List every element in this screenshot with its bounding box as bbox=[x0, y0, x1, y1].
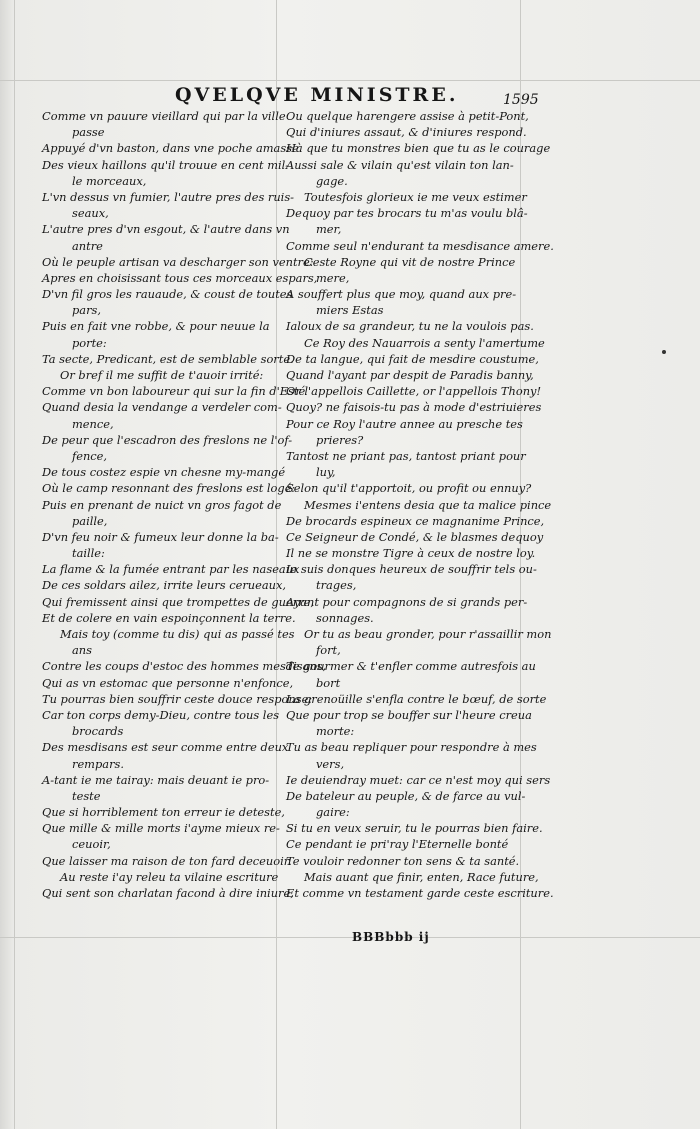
verse-line: Tu as beau repliquer pour respondre à mes bbox=[286, 740, 537, 755]
verse-line: D'vn feu noir & fumeux leur donne la ba- bbox=[42, 529, 279, 544]
verse-line: Quand l'ayant par despit de Paradis banny, bbox=[286, 368, 534, 382]
verse-line: rempars. bbox=[72, 756, 124, 771]
verse-line: pars, bbox=[72, 303, 101, 318]
verse-line: Or tu as beau gronder, pour r'assaillir mon bbox=[304, 627, 552, 641]
verse-line: Comme vn pauure vieillard qui par la ville bbox=[42, 109, 286, 123]
verse-line: Ce Seigneur de Condé, & le blasmes dequoy bbox=[286, 529, 544, 544]
verse-line: Toutesfois glorieux ie me veux estimer bbox=[304, 189, 527, 204]
verse-line: fort, bbox=[316, 643, 341, 658]
verse-line: sonnages. bbox=[316, 610, 374, 625]
verse-line: La grenoüille s'enfla contre le bœuf, de sorte bbox=[286, 691, 547, 706]
verse-line: Ayant pour compagnons de si grands per- bbox=[286, 594, 528, 609]
verse-line: Ou quelque harengere assise à petit-Pont, bbox=[286, 109, 529, 123]
page-number: 1595 bbox=[503, 92, 539, 108]
verse-line: passe bbox=[72, 125, 105, 140]
verse-line: Comme vn bon laboureur qui sur la fin d'Esté bbox=[42, 384, 306, 399]
verse-line: Or l'appellois Caillette, or l'appellois Thony! bbox=[286, 384, 542, 399]
verse-line: Ta secte, Predicant, est de semblable sorte. bbox=[42, 351, 294, 366]
verse-line: morte: bbox=[316, 724, 355, 739]
verse-line: Et de colere en vain espoinçonnent la terre. bbox=[42, 610, 296, 625]
verse-line: mere, bbox=[316, 270, 350, 285]
verse-line: luy, bbox=[316, 465, 336, 480]
verse-line: fence, bbox=[72, 448, 108, 463]
verse-line: gaire: bbox=[316, 805, 350, 820]
verse-line: Il ne se monstre Tigre à ceux de nostre loy. bbox=[286, 546, 536, 561]
verse-line: Qui as vn estomac que personne n'enfonce, bbox=[42, 675, 294, 690]
verse-line: Car ton corps demy-Dieu, contre tous les bbox=[42, 707, 280, 722]
right-verse-column bbox=[286, 108, 554, 901]
verse-line: Aussi sale & vilain qu'est vilain ton lan- bbox=[286, 157, 514, 172]
scan-fold-line bbox=[14, 0, 15, 1129]
verse-line: De ta langue, qui fait de mesdire coustume, bbox=[286, 351, 539, 366]
verse-line: De peur que l'escadron des freslons ne l'of- bbox=[42, 432, 293, 447]
verse-line: prieres? bbox=[316, 432, 364, 447]
verse-line: ans bbox=[72, 643, 92, 658]
verse-line: brocards bbox=[72, 724, 124, 739]
ink-spot bbox=[662, 350, 666, 354]
verse-line: mence, bbox=[72, 416, 114, 431]
verse-line: Appuyé d'vn baston, dans vne poche amasse bbox=[42, 141, 299, 156]
verse-line: Tu pourras bien souffrir ceste douce response: bbox=[42, 691, 313, 706]
verse-line: le morceaux, bbox=[72, 173, 147, 188]
verse-line: Mesmes i'entens desia que ta malice pince bbox=[304, 497, 552, 512]
verse-line: De ces soldars ailez, irrite leurs cerueaux, bbox=[42, 578, 287, 593]
verse-line: D'vn fil gros les rauaude, & coust de toutes bbox=[42, 287, 293, 302]
scan-grid-line bbox=[0, 937, 700, 938]
verse-line: Dequoy par tes brocars tu m'as voulu blâ- bbox=[286, 206, 528, 221]
verse-line: Or bref il me suffit de t'auoir irrité: bbox=[60, 368, 264, 382]
verse-line: ceuoir, bbox=[72, 837, 111, 852]
verse-line: Des vieux haillons qu'il trouue en cent mil- bbox=[42, 157, 290, 172]
verse-line: Où le peuple artisan va descharger son ventre: bbox=[42, 254, 314, 269]
verse-line: Hà que tu monstres bien que tu as le courage bbox=[286, 141, 551, 156]
verse-line: Que mille & mille morts i'ayme mieux re- bbox=[42, 821, 280, 836]
verse-line: Contre les coups d'estoc des hommes mesdisans, bbox=[42, 659, 327, 674]
running-title: QVELQVE MINISTRE. bbox=[175, 84, 459, 106]
verse-line: antre bbox=[72, 238, 103, 253]
verse-line: Si tu en veux seruir, tu le pourras bien faire. bbox=[286, 821, 543, 836]
verse-line: Puis en prenant de nuict vn gros fagot de bbox=[42, 497, 282, 512]
verse-line: Ialoux de sa grandeur, tu ne la voulois pas. bbox=[286, 319, 534, 334]
verse-line: L'autre pres d'vn esgout, & l'autre dans vn bbox=[42, 222, 290, 237]
verse-line: gage. bbox=[316, 173, 348, 188]
verse-line: A souffert plus que moy, quand aux pre- bbox=[286, 287, 517, 302]
verse-line: teste bbox=[72, 788, 101, 803]
scan-grid-line bbox=[0, 80, 700, 81]
verse-line: Quoy? ne faisois-tu pas à mode d'estriuieres bbox=[286, 400, 542, 415]
verse-line: seaux, bbox=[72, 206, 109, 221]
verse-line: Te vouloir redonner ton sens & ta santé. bbox=[286, 853, 520, 868]
verse-line: Et comme vn testament garde ceste escriture. bbox=[286, 886, 554, 900]
verse-line: miers Estas bbox=[316, 303, 384, 318]
verse-line: De bateleur au peuple, & de farce au vul- bbox=[286, 788, 526, 803]
signature-mark: BBBbbb ij bbox=[352, 930, 430, 944]
verse-line: Des mesdisans est seur comme entre deux bbox=[42, 740, 289, 755]
verse-line: Au reste i'ay releu ta vilaine escriture bbox=[60, 869, 279, 884]
verse-line: paille, bbox=[72, 513, 108, 528]
verse-line: Ce Roy des Nauarrois a senty l'amertume bbox=[304, 335, 545, 350]
verse-line: vers, bbox=[316, 756, 345, 771]
verse-line: Que pour trop se bouffer sur l'heure creua bbox=[286, 707, 532, 722]
verse-line: La flame & la fumée entrant par les naseaux bbox=[42, 562, 300, 577]
verse-line: Ce pendant ie pri'ray l'Eternelle bonté bbox=[286, 837, 509, 852]
verse-line: bort bbox=[316, 675, 341, 690]
verse-line: Apres en choisissant tous ces morceaux espars, bbox=[42, 270, 318, 285]
verse-line: Mais auant que finir, enten, Race future, bbox=[304, 869, 539, 884]
verse-line: Où le camp resonnant des freslons est logé: bbox=[42, 481, 296, 496]
verse-line: Tantost ne priant pas, tantost priant pour bbox=[286, 448, 526, 463]
verse-line: trages, bbox=[316, 578, 357, 593]
verse-line: A-tant ie me tairay: mais deuant ie pro- bbox=[42, 772, 270, 787]
verse-line: Comme seul n'endurant ta mesdisance amere. bbox=[286, 238, 554, 253]
verse-line: taille: bbox=[72, 546, 105, 561]
verse-line: porte: bbox=[72, 335, 107, 350]
verse-line: Ie deuiendray muet: car ce n'est moy qui sers bbox=[286, 772, 551, 787]
verse-line: Que si horriblement ton erreur ie deteste, bbox=[42, 805, 285, 820]
verse-line: L'vn dessus vn fumier, l'autre pres des ruis- bbox=[42, 189, 295, 204]
verse-line: Quand desia la vendange a verdeler com- bbox=[42, 400, 282, 415]
verse-line: mer, bbox=[316, 222, 342, 237]
verse-line: Te gourmer & t'enfler comme autresfois au bbox=[286, 659, 536, 674]
verse-line: Que laisser ma raison de ton fard deceuoir. bbox=[42, 853, 292, 868]
verse-line: Puis en fait vne robbe, & pour neuue la bbox=[42, 319, 270, 334]
verse-line: Qui sent son charlatan facond à dire iniure, bbox=[42, 886, 294, 900]
verse-line: De brocards espineux ce magnanime Prince, bbox=[286, 513, 545, 528]
verse-line: Ceste Royne qui vit de nostre Prince bbox=[304, 254, 516, 269]
verse-line: Pour ce Roy l'autre annee au presche tes bbox=[286, 416, 523, 431]
verse-line: Qui d'iniures assaut, & d'iniures respond. bbox=[286, 125, 527, 140]
verse-line: Qui fremissent ainsi que trompettes de guerre, bbox=[42, 594, 314, 609]
verse-line: De tous costez espie vn chesne my-mangé bbox=[42, 465, 286, 480]
verse-line: Selon qu'il t'apportoit, ou profit ou ennuy? bbox=[286, 481, 532, 496]
verse-line: Ie suis donques heureux de souffrir tels ou- bbox=[286, 562, 537, 577]
verse-line: Mais toy (comme tu dis) qui as passé tes bbox=[60, 627, 295, 641]
